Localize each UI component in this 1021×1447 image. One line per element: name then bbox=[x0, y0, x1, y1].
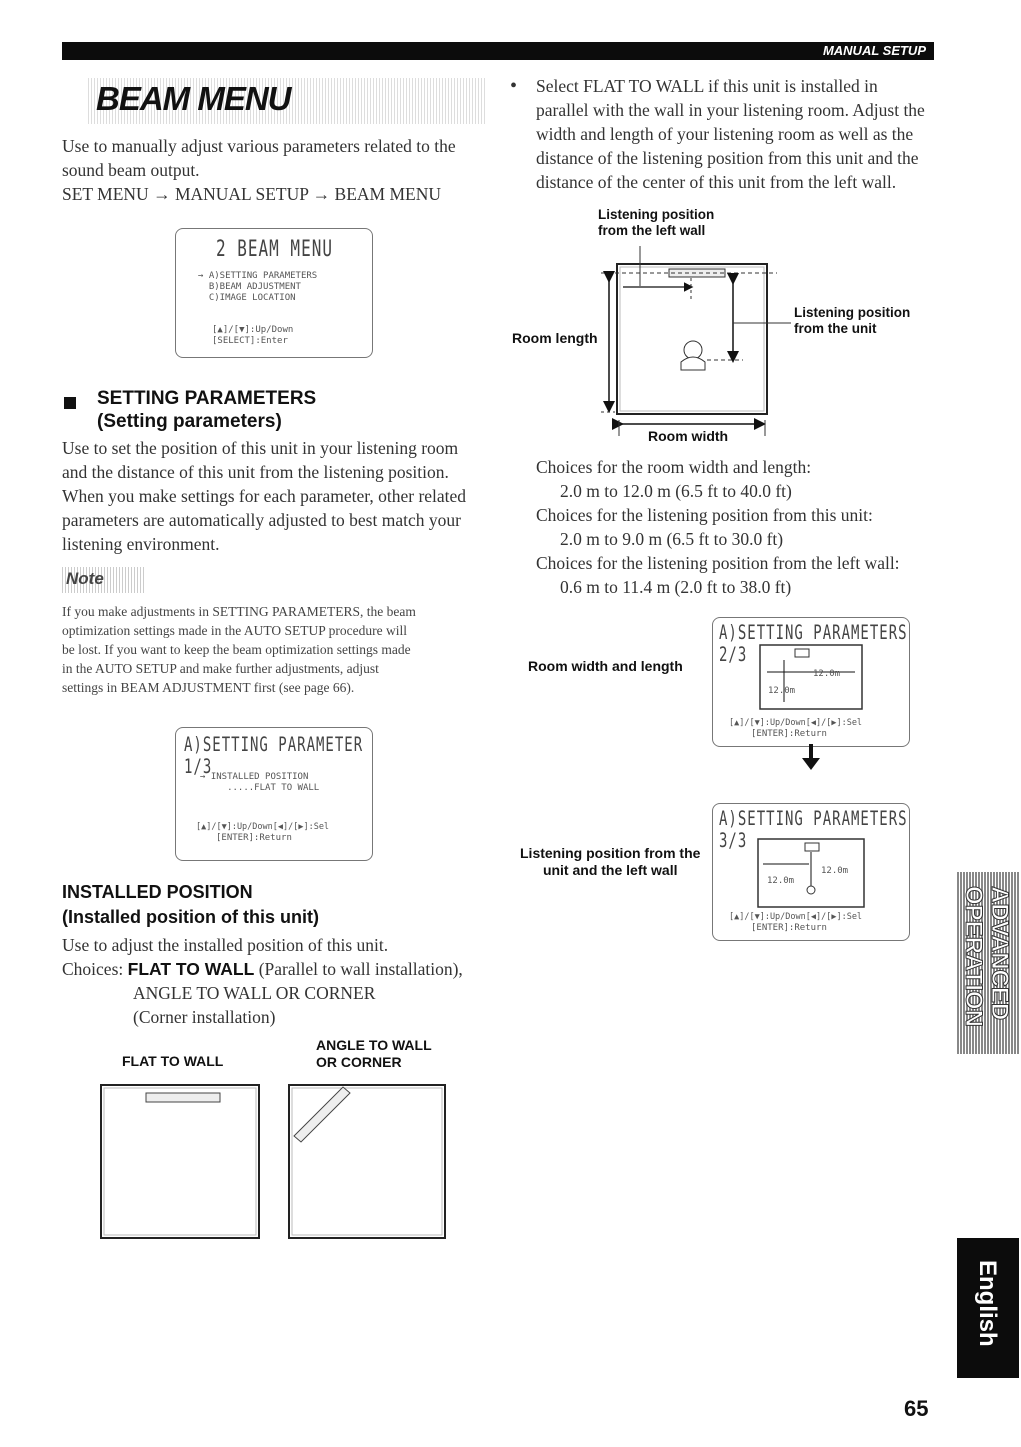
tab-text: English bbox=[974, 1260, 1001, 1347]
right-bullet-text bbox=[536, 74, 936, 194]
beam-desc-line: sound beam output. bbox=[62, 160, 200, 180]
note-line: If you make adjustments in SETTING PARAMETERS, the beam bbox=[62, 604, 416, 619]
screen-line: → INSTALLED POSITION bbox=[200, 772, 309, 782]
value-from-unit: 12.0m bbox=[821, 866, 849, 876]
choices-line: 2.0 m to 12.0 m (6.5 ft to 40.0 ft) bbox=[560, 481, 792, 501]
angle-label-line: ANGLE TO WALL bbox=[316, 1037, 432, 1053]
screen-line: .....FLAT TO WALL bbox=[200, 783, 320, 793]
beam-menu-title: BEAM MENU bbox=[96, 80, 291, 117]
page-number: 65 bbox=[904, 1396, 929, 1421]
screen-title: A)SETTING PARAMETER 1/3 bbox=[184, 734, 364, 779]
label-line: from the unit bbox=[794, 321, 877, 336]
value-length: 12.0m bbox=[768, 686, 796, 696]
beam-menu-title-box bbox=[88, 78, 486, 124]
note-line: be lost. If you want to keep the beam optimization settings made bbox=[62, 642, 411, 657]
label-listening-from-unit-wall bbox=[520, 845, 700, 879]
listening-pos-icon bbox=[757, 838, 865, 908]
down-arrow-icon bbox=[800, 742, 822, 772]
label-room-width: Room width bbox=[648, 428, 729, 444]
header-section-label: MANUAL SETUP bbox=[822, 43, 926, 58]
choices-label: Choices: bbox=[62, 959, 124, 979]
angle-label-line: OR CORNER bbox=[316, 1054, 402, 1070]
screen-beam-menu bbox=[175, 228, 373, 358]
screen-title: A)SETTING PARAMETERS 2/3 bbox=[719, 622, 908, 667]
beam-menu-description bbox=[62, 134, 492, 206]
text-line: parallel with the wall in your listening room. Adjust the bbox=[536, 100, 925, 120]
label-from-unit bbox=[794, 305, 910, 337]
screen-item: → A)SETTING PARAMETERS bbox=[198, 271, 318, 281]
text-line: When you make settings for each parameter, other related bbox=[62, 486, 467, 506]
tab-text: ADVANCED bbox=[986, 886, 1013, 1021]
menu-path: SET MENU → MANUAL SETUP → BEAM MENU bbox=[62, 184, 442, 204]
setting-params-text bbox=[62, 436, 502, 556]
screen-help: [▲]/[▼]:Up/Down[◀]/[▶]:Sel bbox=[196, 822, 330, 832]
label-line: from the left wall bbox=[598, 223, 706, 238]
flat-diagram-label: FLAT TO WALL bbox=[122, 1053, 224, 1069]
screen-item: B)BEAM ADJUSTMENT bbox=[198, 282, 301, 292]
note-box bbox=[62, 567, 146, 593]
screen-help: [ENTER]:Return bbox=[751, 923, 827, 933]
screen-help: [▲]/[▼]:Up/Down[◀]/[▶]:Sel bbox=[729, 718, 863, 728]
label-line: Listening position bbox=[794, 305, 911, 320]
note-label: Note bbox=[66, 569, 104, 588]
screen-help: [ENTER]:Return bbox=[751, 729, 827, 739]
choices-line-1 bbox=[62, 957, 463, 981]
screen-help: [ENTER]:Return bbox=[216, 833, 292, 843]
text-line: width and length of your listening room as well as the bbox=[536, 124, 914, 144]
note-line: optimization settings made in the AUTO SETUP procedure will bbox=[62, 623, 407, 638]
setting-params-title: SETTING PARAMETERS bbox=[97, 388, 317, 409]
text-line: and the distance of this unit from the listening position. bbox=[62, 462, 449, 482]
label-line: Listening position from the bbox=[520, 845, 701, 861]
screen-help: [SELECT]:Enter bbox=[212, 336, 288, 346]
choices-line: Choices for the listening position from this unit: bbox=[536, 505, 873, 525]
flat-to-wall-diagram bbox=[100, 1084, 260, 1239]
section-bullet-icon bbox=[64, 397, 76, 409]
text-line: distance of the center of this unit from the left wall. bbox=[536, 172, 897, 192]
label-room-length: Room length bbox=[512, 330, 598, 346]
installed-position-desc: Use to adjust the installed position of this unit. bbox=[62, 935, 389, 955]
choice-angle-note: (Corner installation) bbox=[133, 1007, 276, 1027]
choices-line: Choices for the room width and length: bbox=[536, 457, 812, 477]
choices-line: 0.6 m to 11.4 m (2.0 ft to 38.0 ft) bbox=[560, 577, 792, 597]
text-line: parameters are automatically adjusted to best match your bbox=[62, 510, 461, 530]
advanced-operation-tab bbox=[957, 872, 1019, 1054]
choice-angle: ANGLE TO WALL OR CORNER bbox=[133, 983, 376, 1003]
room-box-icon bbox=[759, 644, 863, 710]
text-line: Select FLAT TO WALL if this unit is installed in bbox=[536, 76, 878, 96]
screen-help: [▲]/[▼]:Up/Down[◀]/[▶]:Sel bbox=[729, 912, 863, 922]
choices-line: 2.0 m to 9.0 m (6.5 ft to 30.0 ft) bbox=[560, 529, 784, 549]
setting-params-subtitle: (Setting parameters) bbox=[97, 411, 282, 432]
choice-flat: FLAT TO WALL bbox=[127, 959, 255, 979]
label-line: unit and the left wall bbox=[542, 862, 678, 878]
tab-text: OPERATION bbox=[960, 886, 987, 1027]
label-left-wall bbox=[598, 207, 714, 239]
screen-setting-params-1 bbox=[175, 727, 373, 861]
choice-flat-note: (Parallel to wall installation), bbox=[258, 959, 463, 979]
screen-setting-params-2 bbox=[712, 617, 910, 747]
bullet-icon: • bbox=[510, 75, 518, 97]
note-line: in the AUTO SETUP and make further adjustments, adjust bbox=[62, 661, 379, 676]
text-line: Use to set the position of this unit in your listening room bbox=[62, 438, 459, 458]
english-tab bbox=[957, 1238, 1019, 1378]
screen-title: 2 BEAM MENU bbox=[216, 235, 333, 262]
screen-setting-params-3 bbox=[712, 803, 910, 941]
text-line: listening environment. bbox=[62, 534, 220, 554]
screen-item: C)IMAGE LOCATION bbox=[198, 293, 296, 303]
choices-line: Choices for the listening position from the left wall: bbox=[536, 553, 900, 573]
note-text bbox=[62, 602, 502, 697]
label-line: Listening position bbox=[598, 207, 715, 222]
beam-desc-line: Use to manually adjust various parameters related to the bbox=[62, 136, 456, 156]
installed-position-subtitle: (Installed position of this unit) bbox=[62, 907, 319, 927]
note-line: settings in BEAM ADJUSTMENT first (see page 66). bbox=[62, 680, 355, 695]
installed-position-title: INSTALLED POSITION bbox=[62, 882, 253, 902]
angle-to-wall-diagram bbox=[288, 1084, 446, 1239]
value-from-wall: 12.0m bbox=[767, 876, 795, 886]
choices-list bbox=[536, 455, 936, 599]
screen-help: [▲]/[▼]:Up/Down bbox=[212, 325, 294, 335]
value-width: 12.0m bbox=[813, 669, 841, 679]
room-diagram bbox=[595, 240, 795, 440]
text-line: distance of the listening position from this unit and the bbox=[536, 148, 919, 168]
angle-diagram-label bbox=[316, 1037, 432, 1071]
label-room-width-length: Room width and length bbox=[528, 658, 683, 674]
screen-title: A)SETTING PARAMETERS 3/3 bbox=[719, 808, 908, 853]
header-bar bbox=[62, 42, 934, 60]
